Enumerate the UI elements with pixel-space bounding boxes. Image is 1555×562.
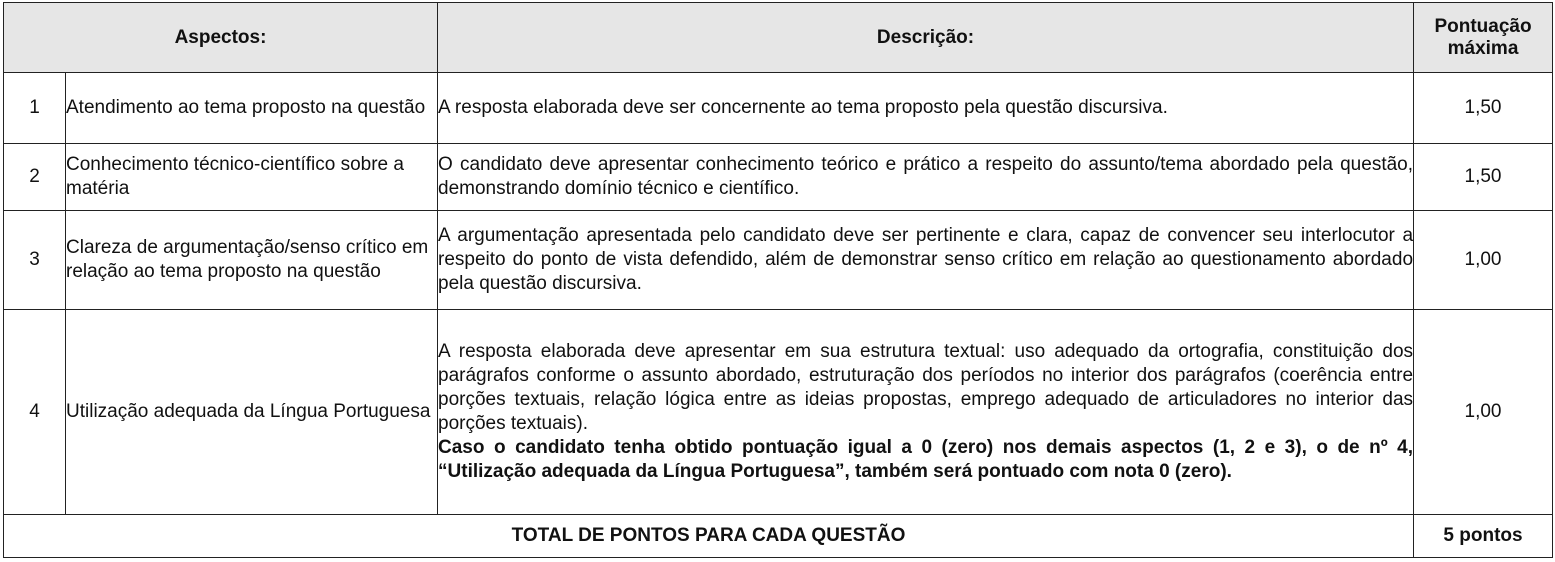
table-row (4, 309, 1553, 514)
row-number: 2 (4, 144, 66, 211)
header-max-score-line2: máxima (1447, 37, 1519, 59)
row-description: A resposta elaborada deve ser concernente ao tema proposto pela questão discursiva. (438, 73, 1414, 144)
header-max-score-line1: Pontuação (1434, 15, 1532, 37)
row-number: 3 (4, 211, 66, 309)
header-description: Descrição: (438, 3, 1414, 73)
row-description-text: A resposta elaborada deve apresentar em sua estrutura textual: uso adequado da ortografia, constituição dos parágrafos conforme o assunto abordado, estruturação dos períodos no interior dos parágrafos (coerência entre porções textuais, relação lógica entre as ideias propostas, emprego adequado de articuladores no interior das porções textuais). (438, 340, 1414, 434)
row-aspect: Utilização adequada da Língua Portuguesa (66, 309, 438, 514)
header-aspects: Aspectos: (4, 3, 438, 73)
row-aspect: Clareza de argumentação/senso crítico em relação ao tema proposto na questão (66, 211, 438, 309)
table-row (4, 211, 1553, 309)
row-score: 1,00 (1414, 309, 1553, 514)
row-description: A argumentação apresentada pelo candidato deve ser pertinente e clara, capaz de convencer seu interlocutor a respeito do ponto de vista defendido, além de demonstrar senso crítico em relação ao questionamento abordado pela questão discursiva. (438, 211, 1414, 309)
table-header-row (4, 3, 1553, 73)
total-label: TOTAL DE PONTOS PARA CADA QUESTÃO (4, 514, 1414, 557)
row-description (438, 309, 1414, 514)
row-description-bold-note: Caso o candidato tenha obtido pontuação igual a 0 (zero) nos demais aspectos (1, 2 e 3), o de nº 4, “Utilização adequada da Língua Portuguesa”, também será pontuado com nota 0 (zero). (438, 436, 1414, 482)
evaluation-criteria-table (3, 2, 1553, 558)
total-value: 5 pontos (1414, 514, 1553, 557)
row-score: 1,00 (1414, 211, 1553, 309)
row-number: 1 (4, 73, 66, 144)
row-number: 4 (4, 309, 66, 514)
row-score: 1,50 (1414, 144, 1553, 211)
row-aspect: Atendimento ao tema proposto na questão (66, 73, 438, 144)
table-row (4, 144, 1553, 211)
header-max-score (1414, 3, 1553, 73)
row-aspect: Conhecimento técnico-científico sobre a matéria (66, 144, 438, 211)
total-row (4, 514, 1553, 557)
table-row (4, 73, 1553, 144)
row-score: 1,50 (1414, 73, 1553, 144)
row-description: O candidato deve apresentar conhecimento teórico e prático a respeito do assunto/tema abordado pela questão, demonstrando domínio técnico e científico. (438, 144, 1414, 211)
